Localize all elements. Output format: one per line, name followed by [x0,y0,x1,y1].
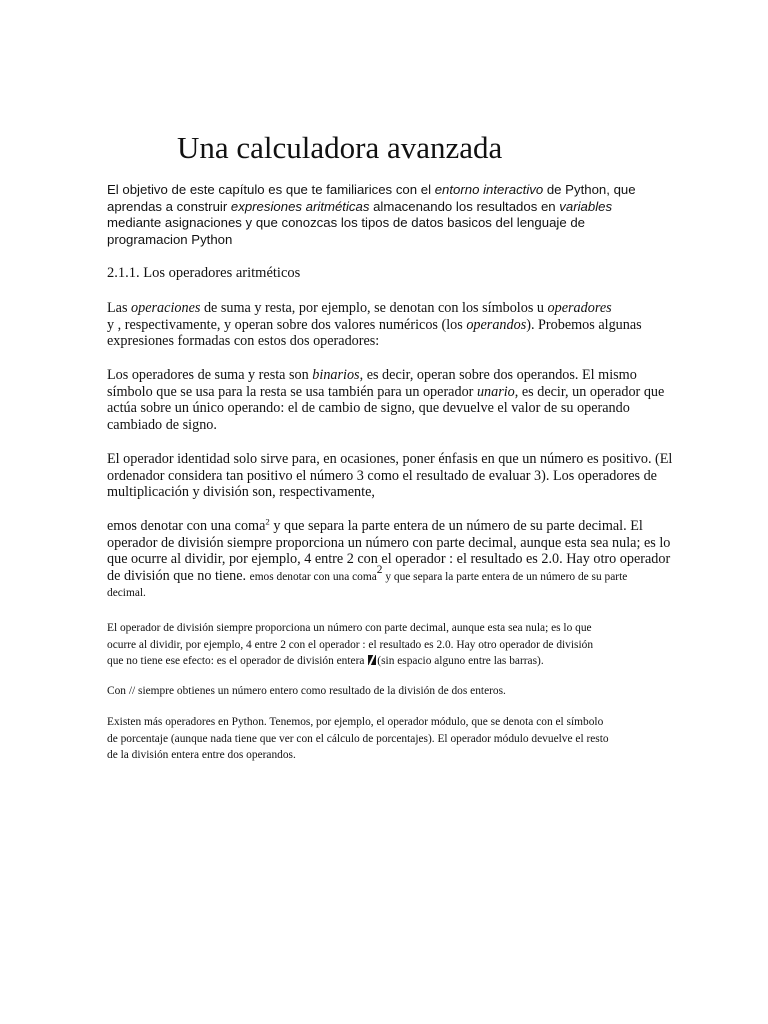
p3-line-2: ordenador considera tan positivo el número 3 como el resultado de evaluar 3). Los operadores de [107,467,657,484]
p4-text: y que separa la parte entera de un número de su parte decimal. El [269,518,643,534]
p4-line-5: decimal. [107,587,146,600]
p2-text: , es decir, operan sobre dos operandos. El mismo [359,367,637,383]
intro-line-3: mediante asignaciones y que conozcas los tipos de datos basicos del lenguaje de [107,215,585,230]
p2-line-1 [107,367,657,384]
p7-line-3: de la división entera entre dos operandos. [107,749,296,761]
missing-glyph-icon [368,655,376,665]
intro-emphasis: expresiones aritméticas [230,198,370,214]
p5-line-2: ocurre al dividir, por ejemplo, 4 entre 2 con el operador : el resultado es 2.0. Hay otro operador de división [107,638,594,651]
p4-line-2: operador de división siempre proporciona un número con parte decimal, aunque esta sea nula; es lo [107,534,671,551]
p2-text: , es decir, un operador que [514,383,665,400]
paragraph-division [107,516,671,602]
paragraph-floor-division: Con // siempre obtienes un número entero como resultado de la división de dos enteros. [107,685,506,697]
p2-text: Los operadores de suma y resta son [107,367,313,383]
p1-emphasis: operadores [547,300,612,316]
p5-line-1: El operador de división siempre proporciona un número con parte decimal, aunque esta sea nula; es lo que [107,622,592,634]
p5-text: que no tiene ese efecto: es el operador de división entera [107,655,368,667]
p2-text: símbolo que se usa para la resta se usa también para un operador [107,383,477,400]
p5-line-3 [107,653,667,670]
p4-text: de división que no tiene. [107,567,250,584]
page-title: Una calculadora avanzada [177,130,503,165]
p1-text: de suma y resta, por ejemplo, se denotan con los símbolos u [200,300,548,316]
p3-line-1: El operador identidad solo sirve para, en ocasiones, poner énfasis en que un número es positivo. (El [107,451,673,467]
intro-text: almacenando los resultados en [369,198,560,214]
p4-text: emos denotar con una coma [107,518,266,534]
intro-text: de Python, que [543,182,636,197]
p4-line-4 [107,563,657,586]
p2-emphasis: binarios [312,367,360,383]
p1-emphasis: operandos [466,316,527,333]
p2-line-2 [107,383,665,401]
paragraph-binary-operators [107,367,665,433]
intro-line-1 [107,182,667,199]
p1-text: y , respectivamente, y operan sobre dos valores numéricos (los [107,316,467,333]
intro-emphasis: entorno interactivo [434,182,544,197]
paragraph-modulo [107,714,667,764]
footnote-marker: 2 [376,563,383,576]
section-heading: 2.1.1. Los operadores aritméticos [107,265,301,281]
intro-line-2 [107,199,667,216]
footnote-marker: 2 [265,516,270,527]
p4-line-3: que ocurre al dividir, por ejemplo, 4 entre 2 con el operador : el resultado es 2.0. Hay otro operador [107,551,671,568]
p3-line-3: multiplicación y división son, respectivamente, [107,484,375,501]
intro-paragraph [107,182,667,248]
p1-line-2 [107,317,657,334]
intro-line-4: programacion Python [107,231,233,247]
p2-emphasis: unario [476,383,515,400]
p4-line-1 [107,518,657,535]
p1-text: Las [107,300,132,316]
paragraph-integer-division [107,620,667,670]
p1-line-1 [107,300,657,317]
intro-emphasis: variables [559,198,613,214]
intro-text: aprendas a construir [107,198,231,214]
p7-line-2: de porcentaje (aunque nada tiene que ver con el cálculo de porcentajes). El operador módulo devuelve el resto [107,732,609,745]
p4-small-text: emos denotar con una coma [249,570,377,583]
p1-emphasis: operaciones [131,300,201,316]
p1-text: ). Probemos algunas [526,316,642,333]
paragraph-operations [107,300,657,350]
p4-small-text: y que separa la parte entera de un número de su parte [382,570,628,583]
p2-line-3: actúa sobre un único operando: el de cambio de signo, que devuelve el valor de su operando [107,400,630,417]
p7-line-1: Existen más operadores en Python. Tenemos, por ejemplo, el operador módulo, que se denota con el símbolo [107,716,604,728]
p1-line-3: expresiones formadas con estos dos operadores: [107,333,380,350]
paragraph-identity-operator [107,451,673,501]
p2-line-4: cambiado de signo. [107,416,217,433]
p5-text: (sin espacio alguno entre las barras). [377,655,544,667]
intro-text: El objetivo de este capítulo es que te familiarices con el [107,182,435,197]
